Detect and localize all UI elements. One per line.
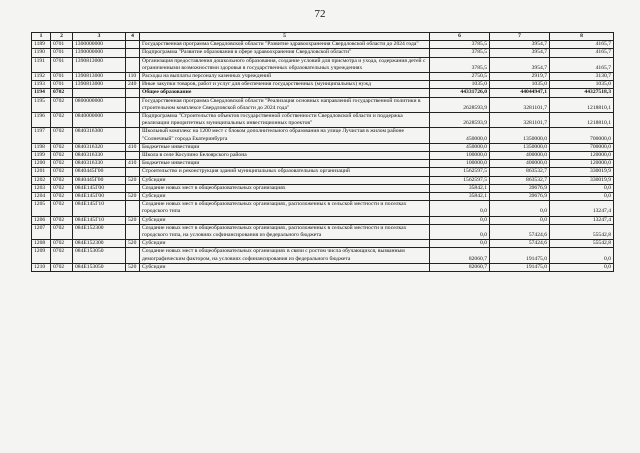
expense-type-cell (126, 49, 140, 57)
column-header: 8 (550, 33, 614, 41)
item-name-cell: Иные закупки товаров, работ и услуг для обеспечения государственных (муниципальных) нужд (140, 81, 430, 89)
item-name-cell: Школьный комплекс на 1200 мест с блоком дополнительного образования на улице Лучистая в жилом районе "Солнечный" города Екатеринбурга (140, 128, 430, 143)
table-header-row (32, 33, 614, 41)
item-name-cell: Школа в селе Косулино Белоярского района (140, 152, 430, 160)
amount-year-3-cell: 55542,8 (550, 240, 614, 248)
expense-type-cell (126, 184, 140, 192)
target-article-cell: 084Е153050 (73, 263, 126, 271)
section-code-cell: 0702 (51, 216, 73, 224)
row-number-cell: 1203 (32, 184, 51, 192)
item-name-cell: Государственная программа Свердловской области "Развитие здравоохранения Свердловской области до 2024 года" (140, 41, 430, 49)
amount-year-2-cell: 863532,7 (490, 176, 550, 184)
item-name-cell: Организация предоставления дошкольного образования, создание условий для присмотра и ухода, содержания детей с ограниченными возможностями здоровья в государственных образовательных учреждениях (140, 57, 430, 72)
row-number-cell: 1207 (32, 224, 51, 239)
table-row (32, 201, 614, 216)
amount-year-1-cell: 35842,1 (430, 193, 490, 201)
amount-year-2-cell: 0,0 (490, 216, 550, 224)
table-row (32, 168, 614, 176)
table-row (32, 128, 614, 143)
table-row (32, 224, 614, 239)
expense-type-cell: 520 (126, 216, 140, 224)
row-number-cell: 1201 (32, 168, 51, 176)
amount-year-1-cell: 0,0 (430, 216, 490, 224)
target-article-cell: 0840445Г00 (73, 176, 126, 184)
amount-year-3-cell: 700000,0 (550, 128, 614, 143)
target-article-cell: 084Е145Г00 (73, 184, 126, 192)
budget-table (31, 32, 614, 272)
table-row (32, 184, 614, 192)
amount-year-3-cell: 120000,0 (550, 152, 614, 160)
row-number-cell: 1192 (32, 73, 51, 81)
expense-type-cell (126, 128, 140, 143)
amount-year-2-cell: 3954,7 (490, 41, 550, 49)
target-article-cell: 0840445Г00 (73, 168, 126, 176)
item-name-cell: Создание новых мест в общеобразовательных организациях, расположенных в сельской местности и поселках городского типа (140, 201, 430, 216)
amount-year-2-cell: 0,0 (490, 201, 550, 216)
row-number-cell: 1196 (32, 113, 51, 128)
expense-type-cell (126, 224, 140, 239)
row-number-cell: 1197 (32, 128, 51, 143)
section-code-cell: 0701 (51, 49, 73, 57)
section-code-cell: 0702 (51, 224, 73, 239)
column-header: 6 (430, 33, 490, 41)
table-row (32, 49, 614, 57)
amount-year-3-cell: 4165,7 (550, 57, 614, 72)
row-number-cell: 1199 (32, 152, 51, 160)
row-number-cell: 1191 (32, 57, 51, 72)
target-article-cell: 1390000000 (73, 49, 126, 57)
amount-year-1-cell: 3785,5 (430, 49, 490, 57)
row-number-cell: 1202 (32, 176, 51, 184)
amount-year-1-cell: 1562597,5 (430, 176, 490, 184)
amount-year-1-cell: 2628593,9 (430, 97, 490, 112)
item-name-cell: Субсидии (140, 216, 430, 224)
item-name-cell: Субсидии (140, 193, 430, 201)
amount-year-1-cell: 0,0 (430, 240, 490, 248)
target-article-cell: 1300000000 (73, 41, 126, 49)
amount-year-3-cell: 700000,0 (550, 143, 614, 151)
target-article-cell: 0840000000 (73, 113, 126, 128)
section-code-cell: 0701 (51, 57, 73, 72)
target-article-cell: 084Е145Г00 (73, 193, 126, 201)
item-name-cell: Создание новых мест в общеобразовательных организациях, расположенных в сельской местности и поселках городского типа, на условиях софинансирования из федерального бюджета (140, 224, 430, 239)
amount-year-3-cell: 13247,4 (550, 201, 614, 216)
amount-year-2-cell: 39676,9 (490, 184, 550, 192)
section-code-cell: 0702 (51, 89, 73, 97)
item-name-cell: Подпрограмма "Строительство объектов государственной собственности Свердловской области и поддержка реализации приоритетных муниципальных инвестиционных проектов" (140, 113, 430, 128)
item-name-cell: Общее образование (140, 89, 430, 97)
item-name-cell: Бюджетные инвестиции (140, 160, 430, 168)
row-number-cell: 1190 (32, 49, 51, 57)
amount-year-2-cell: 44044947,1 (490, 89, 550, 97)
table-row (32, 81, 614, 89)
row-number-cell: 1189 (32, 41, 51, 49)
amount-year-1-cell: 1035,0 (430, 81, 490, 89)
table-row (32, 176, 614, 184)
section-code-cell: 0702 (51, 152, 73, 160)
column-header: 7 (490, 33, 550, 41)
amount-year-2-cell: 1035,0 (490, 81, 550, 89)
item-name-cell: Расходы на выплаты персоналу казенных учреждений (140, 73, 430, 81)
amount-year-1-cell: 450000,0 (430, 128, 490, 143)
section-code-cell: 0702 (51, 184, 73, 192)
target-article-cell: 1390813000 (73, 73, 126, 81)
section-code-cell: 0702 (51, 160, 73, 168)
section-code-cell: 0702 (51, 97, 73, 112)
amount-year-1-cell: 2750,5 (430, 73, 490, 81)
expense-type-cell: 520 (126, 193, 140, 201)
target-article-cell: 0840316300 (73, 128, 126, 143)
amount-year-3-cell: 0,0 (550, 184, 614, 192)
section-code-cell: 0701 (51, 81, 73, 89)
amount-year-2-cell: 3281101,7 (490, 97, 550, 112)
table-row (32, 41, 614, 49)
amount-year-3-cell: 330019,9 (550, 176, 614, 184)
amount-year-2-cell: 39676,9 (490, 193, 550, 201)
amount-year-3-cell: 1218810,1 (550, 113, 614, 128)
table-row (32, 89, 614, 97)
amount-year-2-cell: 400000,0 (490, 152, 550, 160)
amount-year-1-cell: 100000,0 (430, 152, 490, 160)
section-code-cell: 0702 (51, 193, 73, 201)
amount-year-2-cell: 3281101,7 (490, 113, 550, 128)
section-code-cell: 0702 (51, 263, 73, 271)
amount-year-3-cell: 0,0 (550, 193, 614, 201)
expense-type-cell: 520 (126, 176, 140, 184)
row-number-cell: 1208 (32, 240, 51, 248)
section-code-cell: 0702 (51, 176, 73, 184)
amount-year-1-cell: 0,0 (430, 224, 490, 239)
expense-type-cell (126, 97, 140, 112)
row-number-cell: 1204 (32, 193, 51, 201)
amount-year-3-cell: 0,0 (550, 263, 614, 271)
amount-year-2-cell: 3954,7 (490, 49, 550, 57)
item-name-cell: Создание новых мест в общеобразовательных организациях (140, 184, 430, 192)
section-code-cell: 0702 (51, 240, 73, 248)
column-header: 1 (32, 33, 51, 41)
amount-year-3-cell: 4165,7 (550, 49, 614, 57)
target-article-cell: 084Е152300 (73, 240, 126, 248)
table-row (32, 263, 614, 271)
column-header: 5 (140, 33, 430, 41)
expense-type-cell: 410 (126, 160, 140, 168)
row-number-cell: 1195 (32, 97, 51, 112)
amount-year-3-cell: 120000,0 (550, 160, 614, 168)
amount-year-2-cell: 2919,7 (490, 73, 550, 81)
row-number-cell: 1198 (32, 143, 51, 151)
amount-year-1-cell: 82060,7 (430, 263, 490, 271)
amount-year-1-cell: 2628593,9 (430, 113, 490, 128)
amount-year-1-cell: 0,0 (430, 201, 490, 216)
expense-type-cell (126, 201, 140, 216)
expense-type-cell (126, 152, 140, 160)
item-name-cell: Создание новых мест в общеобразовательных организациях в связи с ростом числа обучающихся, вызванным демографическим фактором, на условиях софинансирования из федерального бюджета (140, 248, 430, 263)
expense-type-cell: 520 (126, 240, 140, 248)
amount-year-3-cell: 0,0 (550, 248, 614, 263)
item-name-cell: Государственная программа Свердловской области "Реализация основных направлений государственной политики в строительном комплексе Свердловской области до 2024 года" (140, 97, 430, 112)
amount-year-2-cell: 863532,7 (490, 168, 550, 176)
item-name-cell: Строительство и реконструкция зданий муниципальных образовательных организаций (140, 168, 430, 176)
expense-type-cell: 410 (126, 143, 140, 151)
section-code-cell: 0702 (51, 128, 73, 143)
row-number-cell: 1209 (32, 248, 51, 263)
target-article-cell: 084Е153050 (73, 248, 126, 263)
row-number-cell: 1206 (32, 216, 51, 224)
target-article-cell: 0840316320 (73, 143, 126, 151)
table-row (32, 57, 614, 72)
row-number-cell: 1193 (32, 81, 51, 89)
target-article-cell: 0800000000 (73, 97, 126, 112)
section-code-cell: 0702 (51, 248, 73, 263)
expense-type-cell (126, 168, 140, 176)
expense-type-cell: 110 (126, 73, 140, 81)
table-row (32, 248, 614, 263)
page-number: 72 (314, 8, 326, 20)
table-body (32, 41, 614, 272)
amount-year-2-cell: 191475,0 (490, 248, 550, 263)
expense-type-cell: 240 (126, 81, 140, 89)
row-number-cell: 1194 (32, 89, 51, 97)
section-code-cell: 0702 (51, 201, 73, 216)
expense-type-cell: 520 (126, 263, 140, 271)
target-article-cell: 1390813000 (73, 81, 126, 89)
expense-type-cell (126, 57, 140, 72)
section-code-cell: 0702 (51, 168, 73, 176)
item-name-cell: Субсидии (140, 263, 430, 271)
amount-year-3-cell: 55542,8 (550, 224, 614, 239)
amount-year-2-cell: 3954,7 (490, 57, 550, 72)
amount-year-3-cell: 4165,7 (550, 41, 614, 49)
item-name-cell: Субсидии (140, 240, 430, 248)
expense-type-cell (126, 41, 140, 49)
amount-year-1-cell: 3785,5 (430, 41, 490, 49)
target-article-cell: 084Е145Г10 (73, 201, 126, 216)
section-code-cell: 0702 (51, 143, 73, 151)
column-header: 4 (126, 33, 140, 41)
row-number-cell: 1200 (32, 160, 51, 168)
amount-year-2-cell: 57424,6 (490, 224, 550, 239)
target-article-cell (73, 89, 126, 97)
row-number-cell: 1205 (32, 201, 51, 216)
amount-year-1-cell: 450000,0 (430, 143, 490, 151)
table-row (32, 193, 614, 201)
amount-year-1-cell: 3785,5 (430, 57, 490, 72)
target-article-cell: 084Е145Г10 (73, 216, 126, 224)
amount-year-1-cell: 82060,7 (430, 248, 490, 263)
table-row (32, 160, 614, 168)
target-article-cell: 084Е152300 (73, 224, 126, 239)
table-row (32, 152, 614, 160)
amount-year-3-cell: 1218810,1 (550, 97, 614, 112)
amount-year-2-cell: 1350000,0 (490, 128, 550, 143)
expense-type-cell (126, 113, 140, 128)
table-row (32, 73, 614, 81)
expense-type-cell (126, 248, 140, 263)
amount-year-2-cell: 1350000,0 (490, 143, 550, 151)
table-row (32, 216, 614, 224)
item-name-cell: Подпрограмма "Развитие образования в сфере здравоохранения Свердловской области" (140, 49, 430, 57)
target-article-cell: 0840316330 (73, 160, 126, 168)
row-number-cell: 1210 (32, 263, 51, 271)
column-header: 2 (51, 33, 73, 41)
section-code-cell: 0701 (51, 41, 73, 49)
amount-year-3-cell: 1035,0 (550, 81, 614, 89)
item-name-cell: Субсидии (140, 176, 430, 184)
expense-type-cell (126, 89, 140, 97)
amount-year-3-cell: 44327518,3 (550, 89, 614, 97)
table-row (32, 113, 614, 128)
item-name-cell: Бюджетные инвестиции (140, 143, 430, 151)
section-code-cell: 0701 (51, 73, 73, 81)
amount-year-1-cell: 1562597,5 (430, 168, 490, 176)
target-article-cell: 0840316330 (73, 152, 126, 160)
amount-year-3-cell: 3130,7 (550, 73, 614, 81)
amount-year-3-cell: 330019,9 (550, 168, 614, 176)
target-article-cell: 1390813000 (73, 57, 126, 72)
amount-year-1-cell: 100000,0 (430, 160, 490, 168)
amount-year-2-cell: 57424,6 (490, 240, 550, 248)
amount-year-2-cell: 400000,0 (490, 160, 550, 168)
section-code-cell: 0702 (51, 113, 73, 128)
column-header: 3 (73, 33, 126, 41)
amount-year-1-cell: 35842,1 (430, 184, 490, 192)
table-row (32, 97, 614, 112)
amount-year-3-cell: 13247,4 (550, 216, 614, 224)
amount-year-1-cell: 44331726,0 (430, 89, 490, 97)
table-row (32, 143, 614, 151)
amount-year-2-cell: 191475,0 (490, 263, 550, 271)
table-row (32, 240, 614, 248)
